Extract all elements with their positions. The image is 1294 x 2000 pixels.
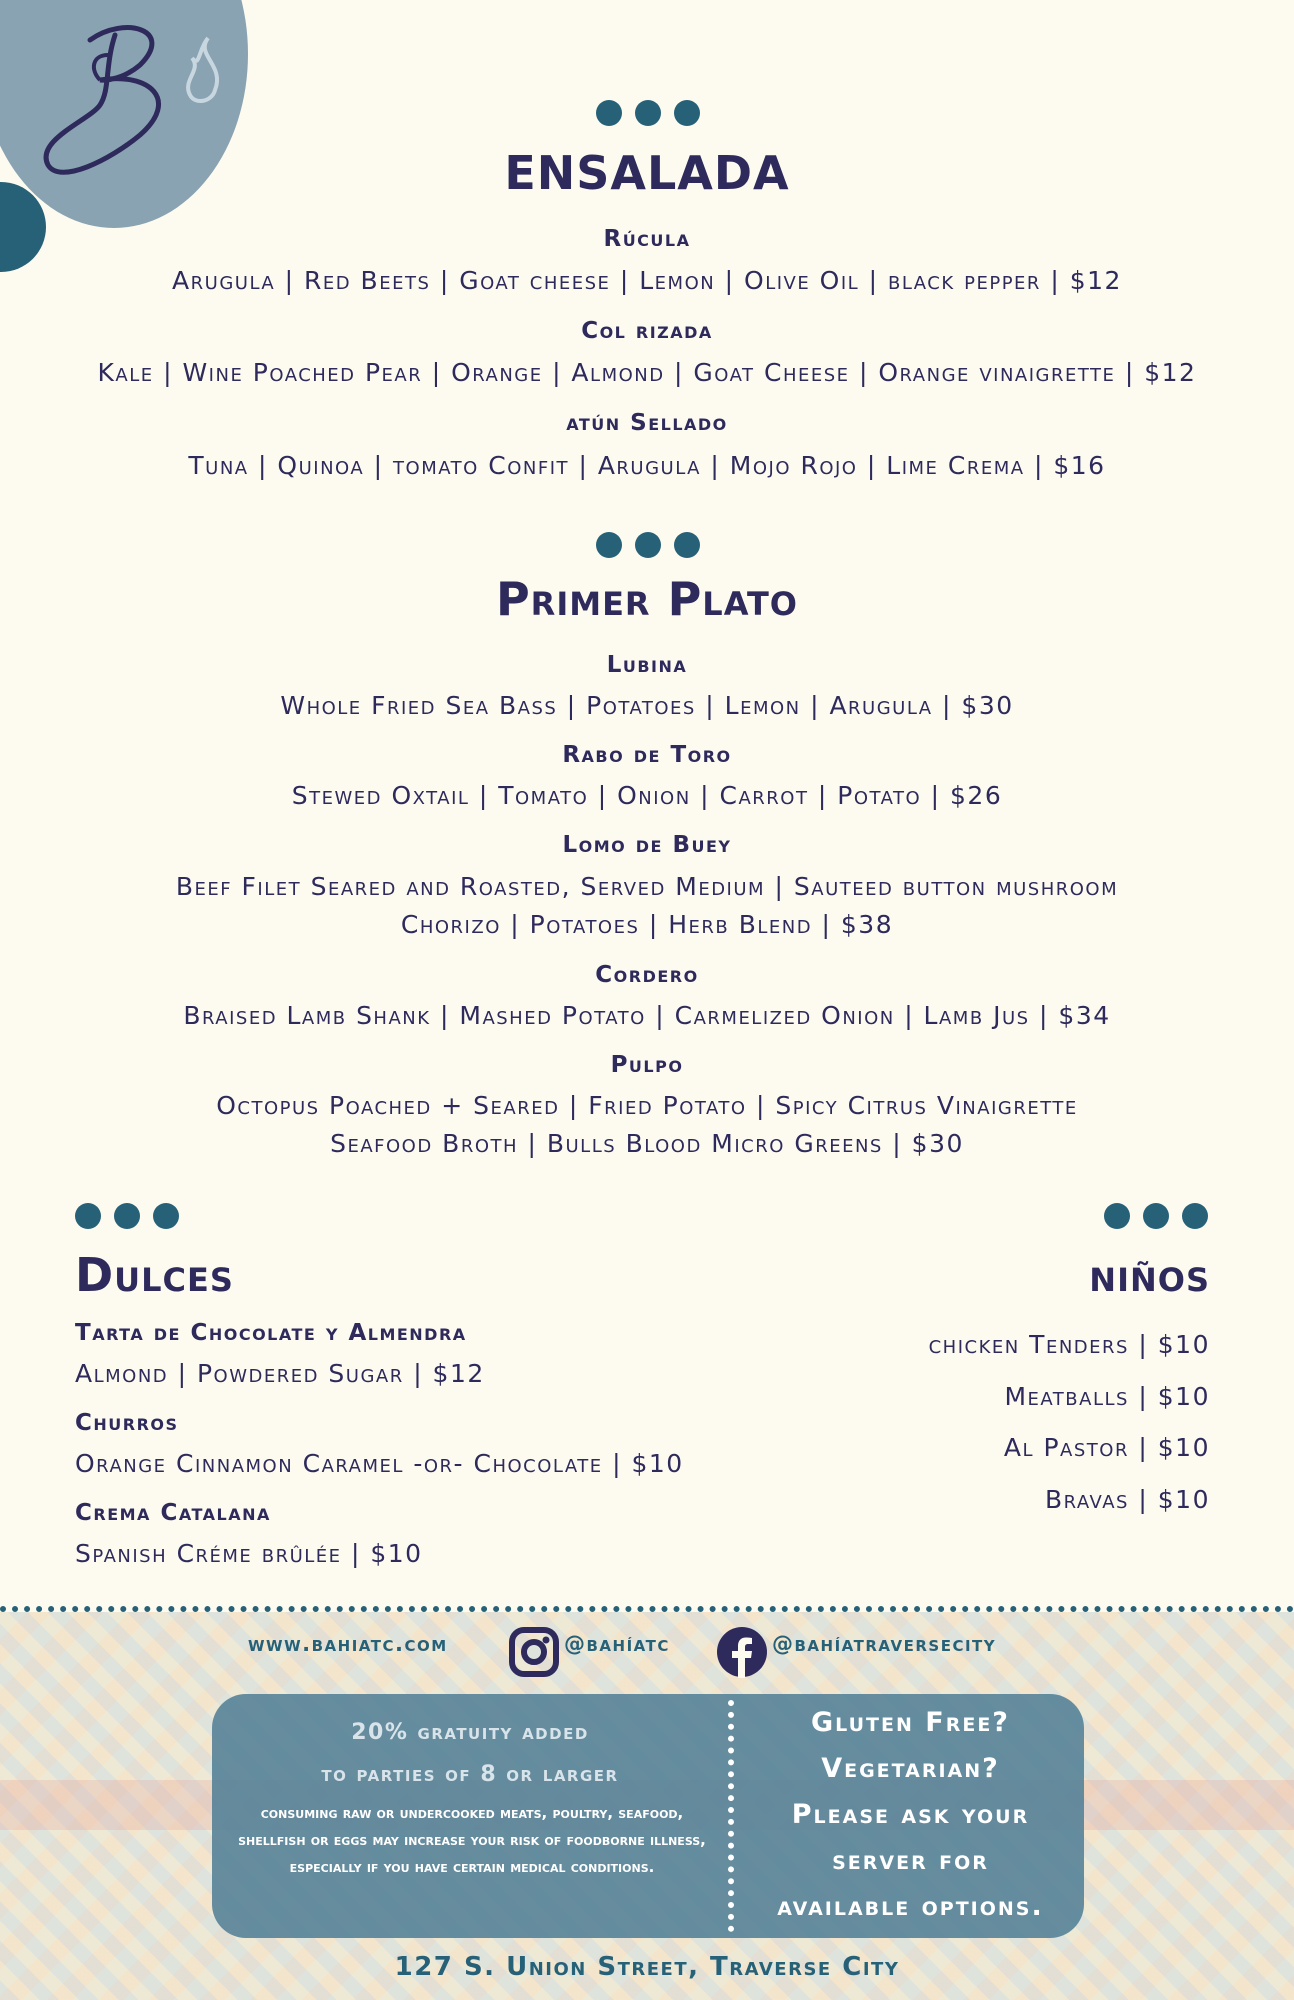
dietary-note xyxy=(737,1700,1084,1930)
menu-item-desc: Almond | Powdered Sugar | $12 xyxy=(75,1359,485,1388)
food-safety-warning: consuming raw or undercooked meats, poultry, seafood, shellfish or eggs may increase your risk of foodborne illness, especially if you have certain medical conditions. xyxy=(238,1804,706,1876)
footer-divider xyxy=(0,1606,1294,1612)
website-link[interactable]: www.bahiatc.com xyxy=(248,1632,448,1656)
menu-item-name: Col rizada xyxy=(581,318,713,344)
dietary-note-line: Please ask your xyxy=(791,1799,1030,1830)
kids-menu-item: Al Pastor | $10 xyxy=(1003,1433,1210,1462)
info-box-divider xyxy=(728,1700,734,1932)
section-dots xyxy=(1104,1203,1208,1229)
menu-item-desc: Whole Fried Sea Bass | Potatoes | Lemon | Arugula | $30 xyxy=(280,691,1014,720)
menu-item-name: atún Sellado xyxy=(566,410,728,436)
menu-item-desc: Chorizo | Potatoes | Herb Blend | $38 xyxy=(400,910,894,939)
menu-item-name: Cordero xyxy=(595,962,699,988)
section-title-primer-plato: Primer Plato xyxy=(495,572,799,626)
section-title-ensalada: ENSALADA xyxy=(504,146,790,200)
menu-item-name: Rúcula xyxy=(603,226,691,252)
menu-item-name: Churros xyxy=(75,1410,179,1436)
facebook-handle[interactable]: @bahíatraversecity xyxy=(772,1632,997,1656)
section-dots xyxy=(596,532,700,558)
instagram-handle[interactable]: @bahíatc xyxy=(564,1632,670,1656)
section-title-ninos: niños xyxy=(1089,1248,1210,1302)
kids-menu-item: Meatballs | $10 xyxy=(1004,1382,1210,1411)
menu-item-name: Lubina xyxy=(606,652,688,678)
dietary-note-line: Gluten Free? xyxy=(811,1707,1010,1738)
menu-item-desc: Kale | Wine Poached Pear | Orange | Almond | Goat Cheese | Orange vinaigrette | $12 xyxy=(97,358,1197,387)
menu-item-name: Crema Catalana xyxy=(75,1500,271,1526)
instagram-icon[interactable] xyxy=(508,1626,560,1678)
menu-item-desc: Arugula | Red Beets | Goat cheese | Lemon | Olive Oil | black pepper | $12 xyxy=(172,266,1122,295)
menu-item-name: Pulpo xyxy=(610,1052,684,1078)
menu-item-name: Rabo de Toro xyxy=(562,742,732,768)
menu-item-name: Tarta de Chocolate y Almendra xyxy=(75,1320,467,1346)
kids-menu-item: chicken Tenders | $10 xyxy=(928,1330,1210,1359)
menu-item-desc: Spanish Créme brûlée | $10 xyxy=(75,1539,423,1568)
menu-item-desc: Orange Cinnamon Caramel -or- Chocolate | $10 xyxy=(75,1449,684,1478)
dietary-note-line: available options. xyxy=(777,1891,1044,1922)
menu-item-desc: Tuna | Quinoa | tomato Confit | Arugula | Mojo Rojo | Lime Crema | $16 xyxy=(188,451,1106,480)
section-dots xyxy=(596,100,700,126)
info-box xyxy=(212,1694,1084,1938)
section-title-dulces: Dulces xyxy=(75,1248,234,1302)
menu-item-desc: Braised Lamb Shank | Mashed Potato | Carmelized Onion | Lamb Jus | $34 xyxy=(183,1001,1111,1030)
menu-item-desc: Seafood Broth | Bulls Blood Micro Greens | $30 xyxy=(330,1129,964,1158)
gratuity-note: to parties of 8 or larger xyxy=(321,1762,619,1787)
dietary-note-line: Vegetarian? xyxy=(821,1753,1000,1784)
dietary-note-line: server for xyxy=(832,1845,989,1876)
facebook-icon[interactable] xyxy=(716,1626,768,1678)
menu-item-desc: Stewed Oxtail | Tomato | Onion | Carrot | Potato | $26 xyxy=(291,781,1003,810)
menu-item-desc: Beef Filet Seared and Roasted, Served Medium | Sauteed button mushroom xyxy=(175,872,1119,901)
menu-item-name: Lomo de Buey xyxy=(562,832,732,858)
section-dots xyxy=(75,1203,179,1229)
menu-item-desc: Octopus Poached + Seared | Fried Potato | Spicy Citrus Vinaigrette xyxy=(216,1091,1078,1120)
kids-menu-item: Bravas | $10 xyxy=(1044,1485,1210,1514)
address: 127 S. Union Street, Traverse City xyxy=(394,1952,900,1982)
gratuity-note: 20% gratuity added xyxy=(351,1720,589,1745)
